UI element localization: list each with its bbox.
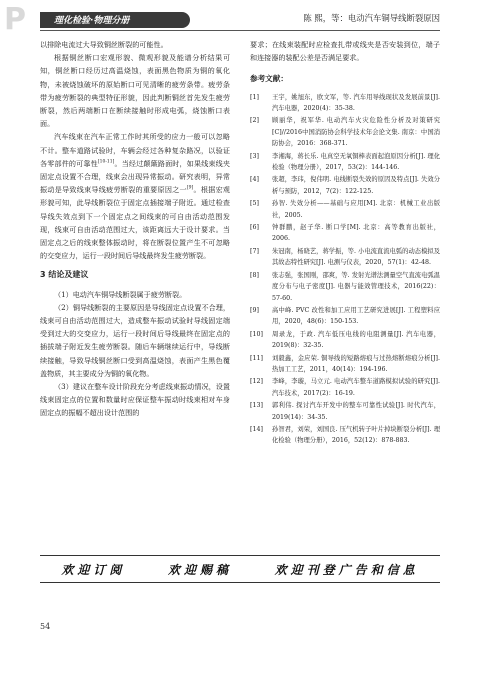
reference-number: [7] <box>250 247 259 255</box>
reference-number: [9] <box>250 306 259 314</box>
page-number: 54 <box>40 622 51 631</box>
reference-item <box>250 222 440 245</box>
header-rule <box>40 30 440 31</box>
reference-number: [5] <box>250 200 259 208</box>
reference-text: 张超，李玮，倪伟明. 电线断裂失效的原因及特点[J]. 失效分析与预防，2012，7(2)：122-125. <box>272 176 440 195</box>
reference-text: 周录龙，于政. 汽车低压电线的电阻测量[J]. 汽车电器，2019(8)：32-35. <box>272 330 440 350</box>
logo-text: 理化检验·物理分册 <box>54 16 130 26</box>
paragraph: 以排除电流过大导致铜丝断裂的可能性。 <box>40 40 168 49</box>
paragraph <box>40 130 230 262</box>
reference-number: [4] <box>250 176 259 184</box>
reference-item <box>250 305 440 328</box>
reference-text: 王宇，姚旭东，欧文军，等. 汽车用导线现状及发展前景[J]. 汽车电器，2020(4)：35-38. <box>272 93 440 113</box>
banner-subscribe: 欢迎订阅 <box>61 562 126 577</box>
reference-item <box>250 270 440 304</box>
left-column <box>40 38 230 420</box>
text-run: 。当经过颠簸路面时，如果线束线夹固定点设置不合理，线束会出现异常振动。研究表明，异常振动是导致线束导线疲劳断裂的重要原因之一 <box>40 158 231 195</box>
reference-item <box>250 400 440 423</box>
reference-number: [2] <box>250 117 259 125</box>
reference-item <box>250 198 440 221</box>
reference-text: 孙智君，刘荣，刘国良. 压气机转子叶片掉块断裂分析[J]. 理化检验（物理分册），2016，52(12)：878-883. <box>272 425 440 445</box>
reference-text: 刘毅鑫，金应荣. 铜导线的短路熔痕与过热熔断熔痕分析[J]. 热加工工艺，2011，40(14)：194-196. <box>272 354 440 373</box>
reference-item <box>250 115 440 149</box>
text-run: 汽车线束在汽车正常工作时其所受的应力一般可以忽略不计。整车道路试验时，车辆会经过各种复杂路况，以验证各零部件的可靠性 <box>40 132 230 168</box>
reference-item <box>250 151 440 174</box>
references-title: 参考文献： <box>250 74 288 84</box>
reference-item <box>250 424 440 447</box>
reference-item <box>250 246 440 269</box>
citation: [9] <box>186 185 194 191</box>
reference-text: 朱冠南，杨晓艺，蒋学振，等. 小电流直流电弧的动态模拟及其故态特性研究[J]. 电测与仪表，2020，57(1)：42-48. <box>272 247 440 267</box>
reference-item <box>250 376 440 399</box>
reference-number: [1] <box>250 93 259 101</box>
conclusion-item: （2）铜导线断裂的主要原因是导线固定点设置不合理，线束可自由活动范围过大，造成整车振动试验时导线固定端受到过大的交变应力，运行一段时间后导线最终在固定点的插拔端子附近发生疲劳断裂。随后车辆继续运行中，导线断续接触，导致导线铜丝断口受到高温烧蚀，表面产生黑色覆盖物质，其主要成分为铜的氧化物。 <box>40 302 230 378</box>
reference-item <box>250 92 440 115</box>
reference-number: [11] <box>250 354 263 362</box>
citation: [10-11] <box>97 159 115 165</box>
reference-item <box>250 353 440 376</box>
conclusion-item: （1）电动汽车铜导线断裂属于疲劳断裂。 <box>54 289 187 299</box>
text-run: 。根据宏观形貌可知，此导线断裂位于固定点插接端子附近。通过检查导线失效点到下一个固定点之间线束的可自由活动范围发现，线束可自由活动范围过大，该距离远大于设计要求。当固定点之后的线束整体振动时，将在断裂位置产生不可忽略的交变应力，运行一段时间后导线最终发生疲劳断裂。 <box>40 185 231 261</box>
reference-text: 张志强，张国刚，邵爽，等. 发射光谱法测量空气直流电弧温度分布与电子密度[J]. 电器与能效管理技术，2016(22)：57-60. <box>272 271 440 302</box>
page-header <box>0 0 480 40</box>
banner-submit: 欢迎赐稿 <box>167 562 232 577</box>
logo-letter: P <box>4 2 24 37</box>
reference-text: 李峰，李璇，马立元. 电动汽车整车道路模拟试验的研究[J]. 汽车技术，2017(2)：16-19. <box>272 378 440 397</box>
reference-text: 孙智. 失效分析——基础与应用[M]. 北京：机械工业出版社，2005. <box>272 200 440 219</box>
reference-number: [8] <box>250 271 259 279</box>
reference-number: [10] <box>250 330 263 338</box>
conclusion-item: （3）建议在整车设计阶段充分考虑线束振动情况，设置线束固定点的位置和数量时应保证整车振动时线束相对车身固定点的振幅不超出设计范围的 <box>40 382 230 418</box>
running-head: 陈 熙，等：电动汽车铜导线断裂原因 <box>303 13 440 23</box>
reference-text: 高中峰. PVC 改性和加工应用工艺研究进展[J]. 工程塑料应用，2020，48(6)：150-153. <box>272 306 440 326</box>
reference-number: [6] <box>250 224 259 232</box>
journal-logo <box>0 2 190 37</box>
reference-text: 郭利伟. 探讨汽车开发中的整车可靠性试验[J]. 时代汽车，2019(14)：34-35. <box>272 402 440 421</box>
reference-number: [12] <box>250 378 263 386</box>
promo-banner <box>40 555 440 583</box>
paragraph: 要求；在线束装配时应检查扎带或线夹是否安装到位，端子和连接器的装配公差是否满足要求。 <box>250 40 440 63</box>
reference-item <box>250 174 440 197</box>
paragraph: 根据铜丝断口宏观形貌、微观形貌及能谱分析结果可知，铜丝断口经历过高温烧蚀，表面黑色物质为铜的氧化物，未被烧蚀破坏的原始断口可见清晰的疲劳条带。疲劳条带为疲劳断裂的典型特征形貌，因此判断铜丝首先发生疲劳断裂，然后两端断口在断续接触时形成电弧，烧蚀断口表面。 <box>40 53 230 129</box>
reference-text: 顾丽华，祝军华. 电动汽车火灾危险性分析及对策研究[C]//2016中国消防协会科学技术年会论文集. 南京：中国消防协会，2016：368-371. <box>272 117 440 148</box>
reference-number: [3] <box>250 152 259 160</box>
banner-advertise: 欢迎刊登广告和信息 <box>274 562 419 577</box>
reference-text: 钟群鹏，赵子华. 断口学[M]. 北京：高等教育出版社，2006. <box>272 224 440 243</box>
reference-item <box>250 329 440 352</box>
reference-text: 李湘海，蒋长乐. 电真空无氧铜棒表面起泡原因分析[J]. 理化检验（物理分册），2017，53(2)：144-146. <box>272 152 440 172</box>
reference-list <box>250 92 440 447</box>
reference-number: [13] <box>250 402 263 410</box>
section-title: 3 结论及建议 <box>40 270 89 280</box>
reference-number: [14] <box>250 425 263 433</box>
right-column <box>250 38 440 448</box>
